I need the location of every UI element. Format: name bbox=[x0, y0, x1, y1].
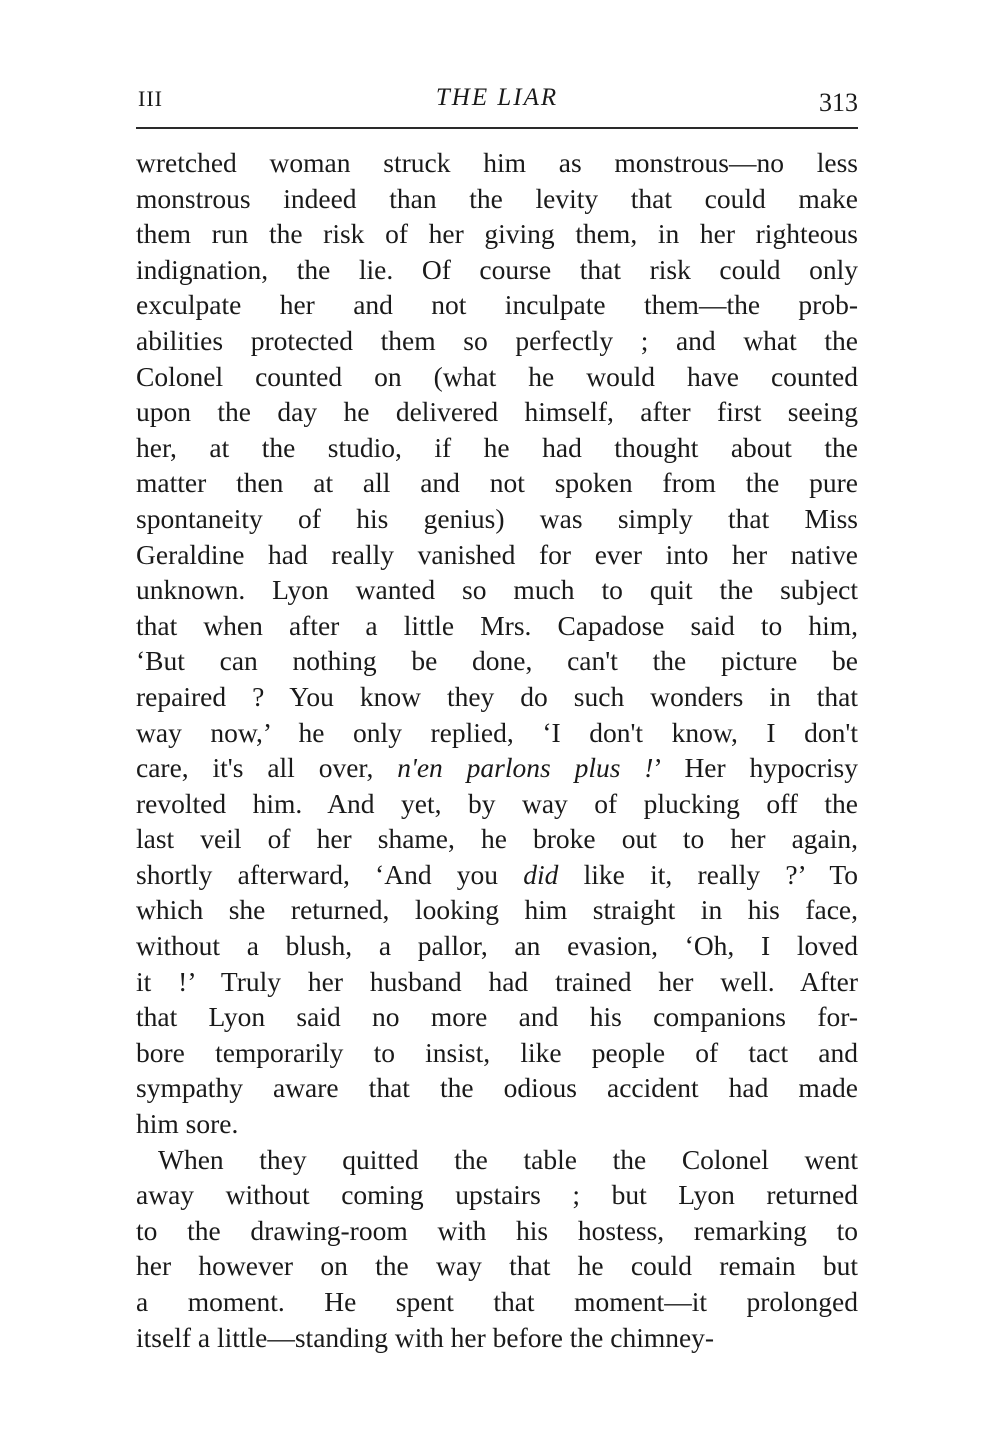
text-line: them run the risk of her giving them, in her righteous bbox=[136, 218, 858, 250]
text-line: matter then at all and not spoken from the pure bbox=[136, 467, 858, 499]
text-line: a moment. He spent that moment—it prolonged bbox=[136, 1286, 858, 1317]
text-line: abilities protected them so perfectly ; and what the bbox=[136, 324, 858, 356]
text-line: wretched woman struck him as monstrous—no less bbox=[136, 147, 858, 178]
text-line: shortly afterward, ‘And you did like it, really ?’ To bbox=[136, 858, 858, 890]
text-line: ‘But can nothing be done, can't the picture be bbox=[136, 645, 858, 677]
text-line: spontaneity of his genius) was simply that Miss bbox=[136, 502, 858, 534]
text-line: that Lyon said no more and his companions for- bbox=[136, 1001, 858, 1033]
text-line: to the drawing-room with his hostess, remarking to bbox=[136, 1214, 858, 1246]
text-line: which she returned, looking him straight in his face, bbox=[136, 894, 858, 926]
text-line: monstrous indeed than the levity that could make bbox=[136, 182, 858, 214]
body-text bbox=[136, 145, 858, 1355]
text-line: Colonel counted on (what he would have counted bbox=[136, 360, 858, 392]
text-line: When they quitted the table the Colonel went bbox=[158, 1143, 858, 1175]
text-line: itself a little—standing with her before the chimney- bbox=[136, 1321, 715, 1353]
text-line: way now,’ he only replied, ‘I don't know, I don't bbox=[136, 716, 858, 748]
text-line: indignation, the lie. Of course that risk could only bbox=[136, 253, 858, 285]
text-line: unknown. Lyon wanted so much to quit the subject bbox=[136, 574, 858, 606]
text-line: him sore. bbox=[136, 1108, 239, 1140]
running-head bbox=[136, 84, 858, 120]
text-line: her however on the way that he could remain but bbox=[136, 1250, 858, 1282]
text-line: last veil of her shame, he broke out to her again, bbox=[136, 823, 858, 855]
text-line: revolted him. And yet, by way of plucking off the bbox=[136, 787, 858, 819]
text-line: care, it's all over, n'en parlons plus !’ Her hypocrisy bbox=[136, 752, 858, 784]
chapter-number: III bbox=[138, 86, 163, 111]
text-line: without a blush, a pallor, an evasion, ‘Oh, I loved bbox=[136, 930, 858, 962]
text-line: it !’ Truly her husband had trained her well. After bbox=[136, 965, 858, 997]
paragraph bbox=[136, 145, 858, 1142]
text-line: that when after a little Mrs. Capadose said to him, bbox=[136, 609, 858, 641]
header-rule bbox=[136, 127, 858, 129]
text-line: exculpate her and not inculpate them—the prob- bbox=[136, 289, 858, 321]
text-line: upon the day he delivered himself, after first seeing bbox=[136, 396, 858, 428]
text-line: away without coming upstairs ; but Lyon returned bbox=[136, 1179, 858, 1211]
running-title: THE LIAR bbox=[435, 84, 559, 111]
text-line: Geraldine had really vanished for ever into her native bbox=[136, 538, 858, 570]
page-number: 313 bbox=[819, 88, 858, 117]
text-line: bore temporarily to insist, like people of tact and bbox=[136, 1036, 858, 1068]
paragraph bbox=[136, 1142, 858, 1356]
text-line: repaired ? You know they do such wonders in that bbox=[136, 680, 858, 712]
text-line: her, at the studio, if he had thought about the bbox=[136, 431, 858, 463]
text-line: sympathy aware that the odious accident had made bbox=[136, 1072, 858, 1104]
